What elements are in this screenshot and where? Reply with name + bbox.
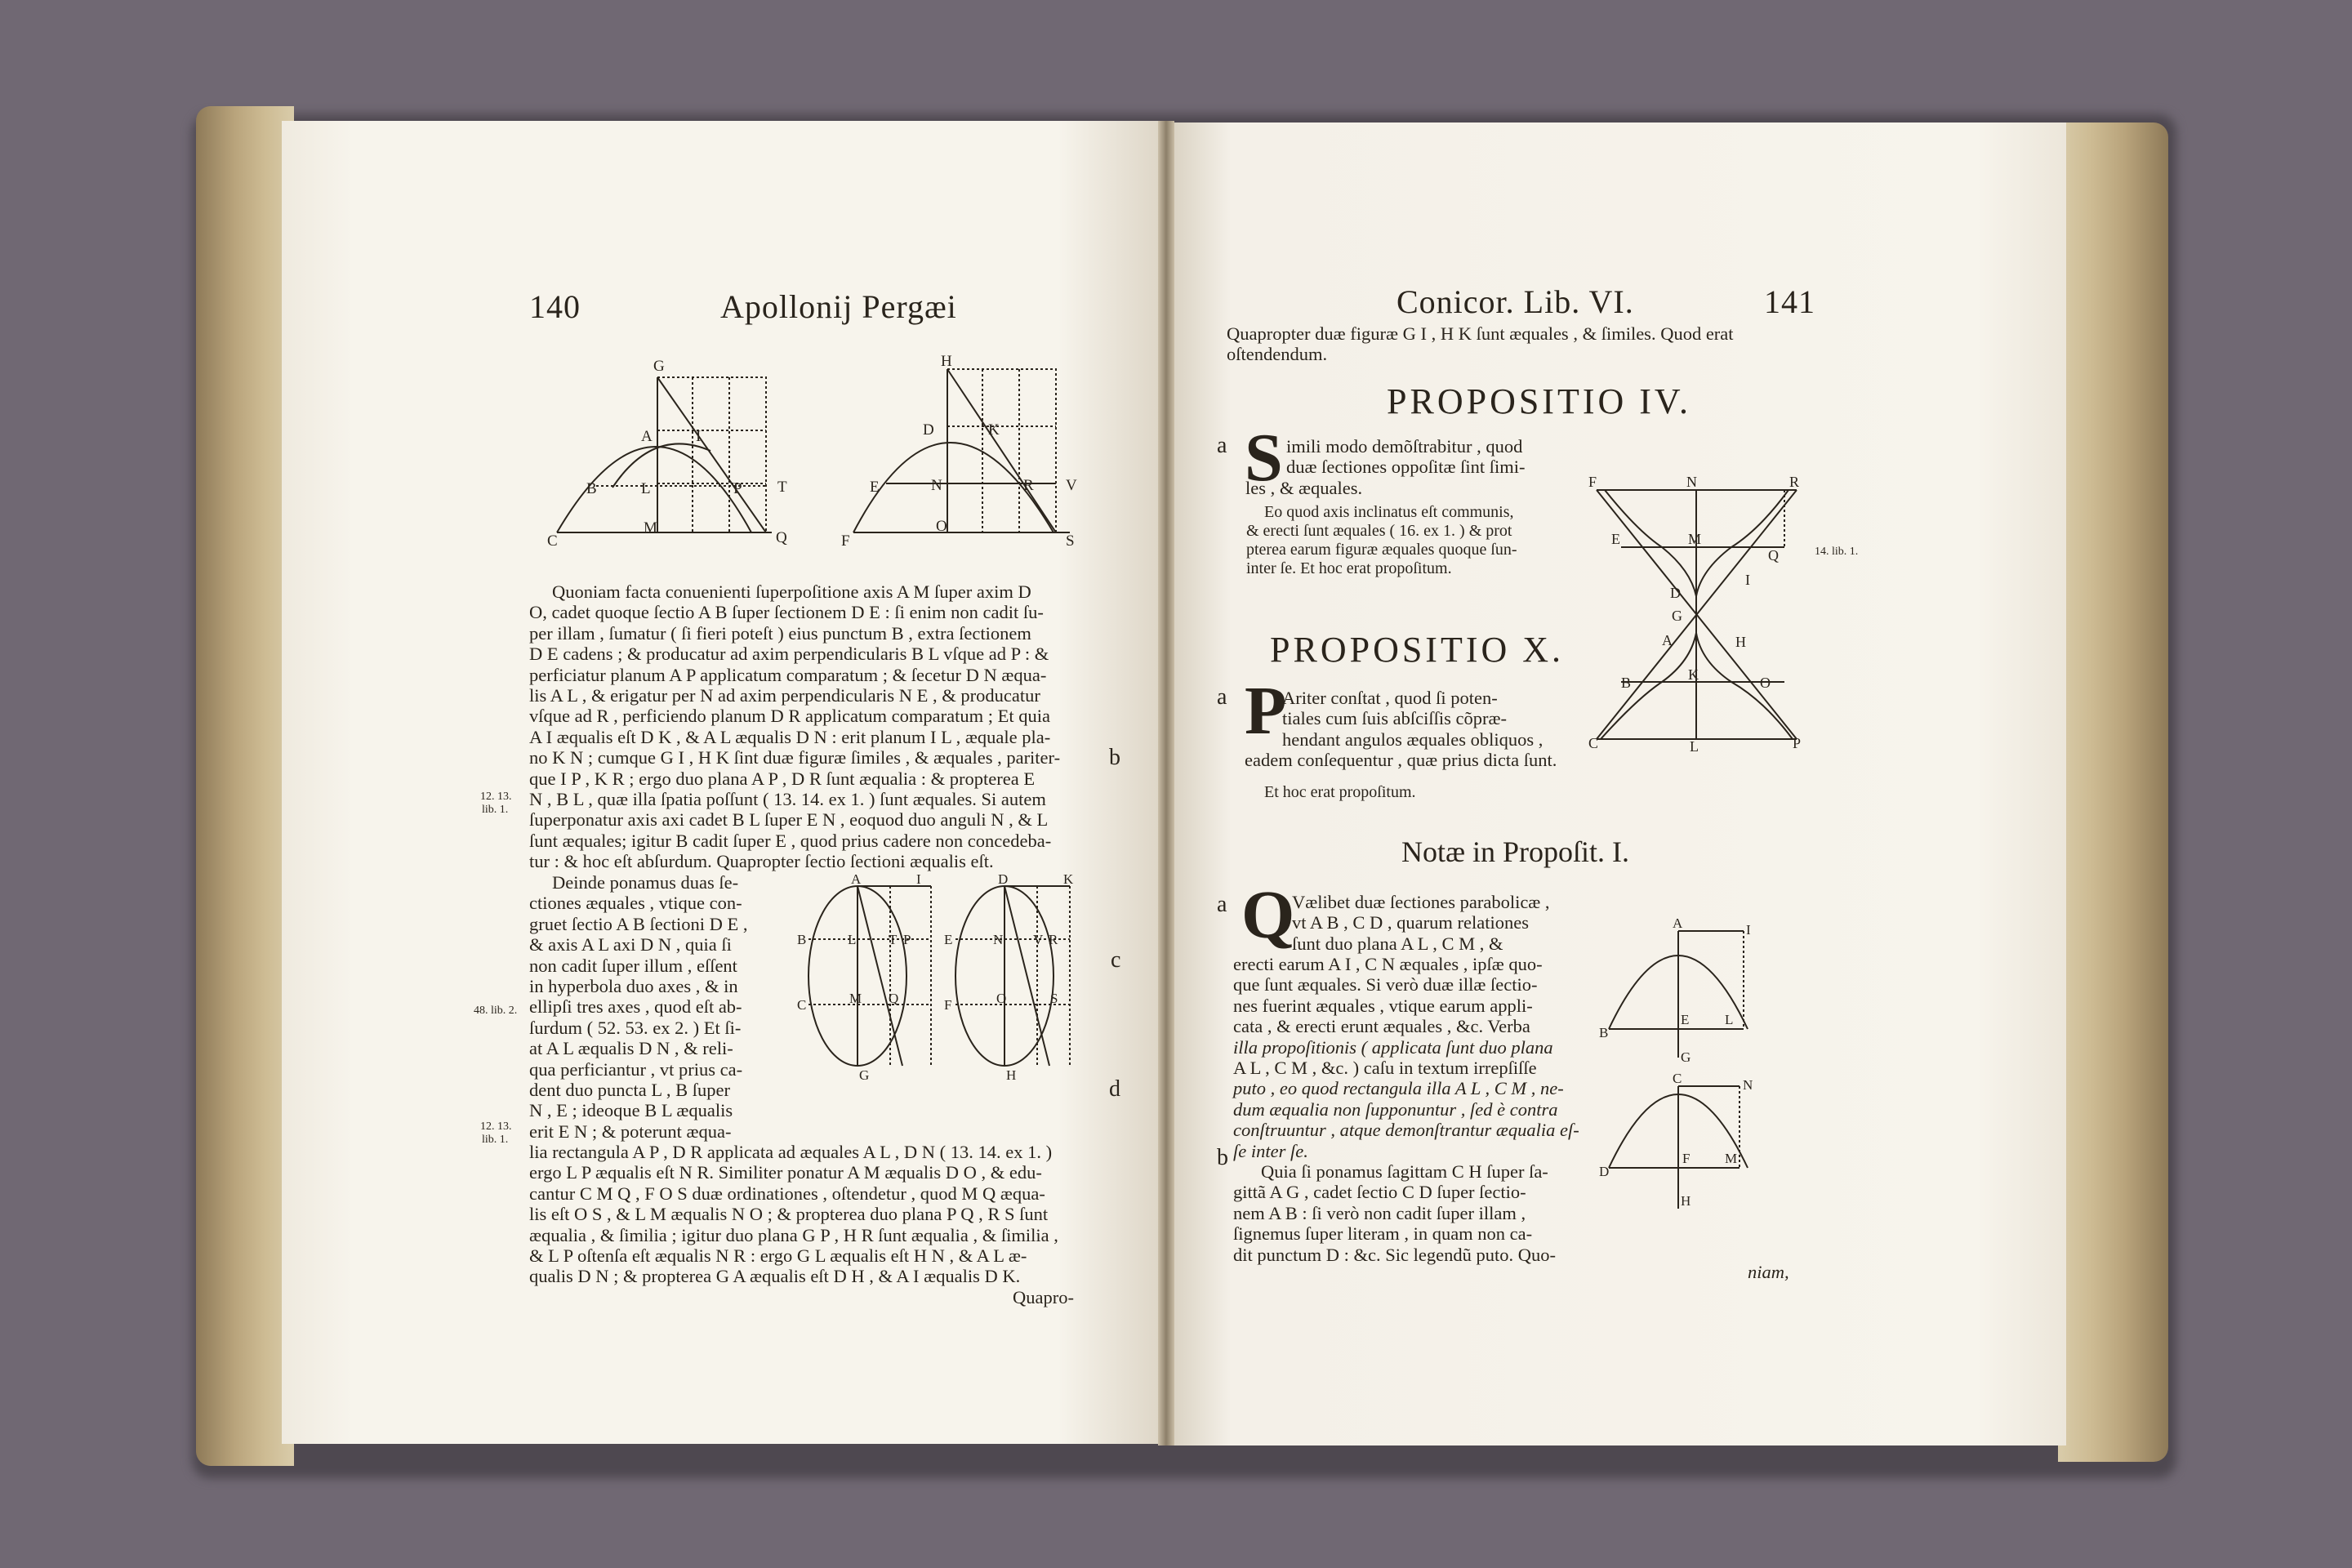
top-figures bbox=[547, 353, 1086, 549]
left-page-number: 140 bbox=[529, 288, 581, 325]
margin-letter: a bbox=[1217, 433, 1227, 458]
text-line: lia rectangula A P , D R applicata ad æquales A L , D N ( 13. 14. ex 1. ) bbox=[529, 1142, 1053, 1162]
fig3-label: M bbox=[849, 991, 862, 1006]
fig2-label: F bbox=[841, 532, 850, 550]
figure-2-labels bbox=[841, 353, 1077, 550]
text-line: Deinde ponamus duas ſe- bbox=[552, 872, 739, 893]
text-line: ſuperponatur axis axi cadet B L ſuper E N , eoquod duo anguli N , & L bbox=[529, 809, 1049, 831]
fig3-label: A bbox=[851, 871, 862, 887]
fig4-label: S bbox=[1050, 991, 1058, 1006]
text-line: duæ ſectiones oppoſitæ ſint ſimi- bbox=[1286, 457, 1526, 478]
hyp-label: F bbox=[1588, 474, 1597, 490]
text-line: tur : & hoc eſt abſurdum. Quapropter ſectio ſectioni æqualis eſt. bbox=[529, 851, 994, 872]
text-line: ergo L P æqualis eſt N R. Similiter ponatur A M æqualis D O , & edu- bbox=[529, 1162, 1042, 1183]
left-paragraph-3 bbox=[529, 1142, 1058, 1287]
text-line: oſtendendum. bbox=[1227, 344, 1328, 365]
text-line: gruet ſectio A B ſectioni D E , bbox=[529, 913, 748, 934]
margin-letter: a bbox=[1217, 684, 1227, 710]
margin-letter: d bbox=[1109, 1076, 1120, 1102]
text-line: nes fuerint æquales , vtique earum appli- bbox=[1233, 995, 1533, 1016]
drop-cap: S bbox=[1245, 420, 1283, 496]
text-line: Ariter conſtat , quod ſi poten- bbox=[1282, 688, 1498, 708]
fig4-label: H bbox=[1006, 1067, 1017, 1083]
text-line: qua perficiantur , vt prius ca- bbox=[529, 1058, 743, 1080]
margin-ref: 48. lib. 2. bbox=[474, 1004, 518, 1017]
fig2-label: E bbox=[870, 479, 880, 496]
margin-letter: b bbox=[1109, 745, 1120, 770]
parabola-figure-2 bbox=[853, 369, 1070, 532]
fig1-label: G bbox=[653, 358, 665, 375]
text-line: ſignemus ſuper literam , in quam non ca- bbox=[1233, 1223, 1533, 1245]
hyp-label: I bbox=[1745, 572, 1750, 588]
fig2-label: D bbox=[923, 421, 934, 439]
hyp-label: L bbox=[1690, 738, 1699, 755]
ellipse-figure-2 bbox=[956, 886, 1070, 1066]
fig3-label: T bbox=[889, 932, 898, 947]
drop-cap: Q bbox=[1241, 877, 1295, 953]
fig3-label: B bbox=[797, 932, 807, 947]
notes-b-text bbox=[1233, 1161, 1556, 1265]
text-line: in hyperbola duo axes , & in bbox=[529, 975, 738, 996]
text-line: æqualia , & ſimilia ; igitur duo plana G P , H R ſunt æqualia , & ſimilia , bbox=[529, 1224, 1058, 1245]
text-line: ſunt duo plana A L , C M , & bbox=[1292, 933, 1503, 954]
text-line: erecti earum A I , C N æquales , ipſæ quo- bbox=[1233, 954, 1543, 974]
margin-letter: c bbox=[1111, 947, 1121, 973]
text-line: N , E ; ideoque B L æqualis bbox=[529, 1100, 733, 1121]
book-gutter bbox=[1158, 121, 1174, 1446]
drop-cap: P bbox=[1245, 673, 1287, 749]
par1-label: G bbox=[1681, 1049, 1691, 1065]
margin-ref: 12. 13. bbox=[480, 791, 512, 803]
fig1-label: I bbox=[696, 428, 702, 445]
right-running-head: Conicor. Lib. VI. bbox=[1396, 283, 1634, 320]
right-page-edges bbox=[2058, 122, 2168, 1462]
par2-label: M bbox=[1725, 1151, 1738, 1166]
text-line: eadem conſequentur , quæ prius dicta ſunt. bbox=[1245, 750, 1557, 771]
proposition-10-rest: Et hoc erat propoſitum. bbox=[1264, 783, 1416, 801]
margin-letter: b bbox=[1217, 1145, 1228, 1170]
text-line: vſque ad R , perficiendo planum D R applicatum comparatum ; Et quia bbox=[529, 706, 1050, 727]
margin-ref: lib. 1. bbox=[482, 804, 509, 816]
fig2-label: R bbox=[1023, 477, 1034, 494]
hyp-label: O bbox=[1760, 675, 1771, 691]
par2-label: D bbox=[1599, 1164, 1610, 1179]
fig4-label: V bbox=[1033, 932, 1044, 947]
hyp-label: G bbox=[1672, 608, 1682, 624]
hyp-label: E bbox=[1611, 531, 1620, 547]
text-line: dent duo puncta L , B ſuper bbox=[529, 1079, 730, 1100]
hyp-label: R bbox=[1789, 474, 1800, 490]
text-line: gittã A G , cadet ſectio C D ſuper ſectio- bbox=[1233, 1182, 1526, 1203]
hyp-label: P bbox=[1793, 735, 1802, 751]
text-line: que I P , K R ; ergo duo plana A P , D R ſunt æqualia : & propterea E bbox=[529, 768, 1036, 789]
fig4-label: F bbox=[944, 997, 952, 1013]
text-line: at A L æqualis D N , & reli- bbox=[529, 1038, 733, 1059]
text-line: vt A B , C D , quarum relationes bbox=[1292, 912, 1529, 933]
fig4-label: N bbox=[993, 932, 1004, 947]
fig4-label: E bbox=[944, 932, 953, 947]
text-line: D E cadens ; & producatur ad axim perpendicularis B L vſque ad P : & bbox=[529, 644, 1049, 665]
fig4-label: K bbox=[1063, 871, 1074, 887]
fig3-label: P bbox=[903, 932, 911, 947]
fig3-label: L bbox=[848, 932, 857, 947]
text-line: & axis A L axi D N , quia ſi bbox=[529, 934, 732, 956]
fig2-label: O bbox=[936, 518, 947, 535]
text-line: Quoniam facta conuenienti ſuperpoſitione axis A M ſuper axim D bbox=[552, 581, 1031, 602]
hyp-label: D bbox=[1670, 585, 1681, 601]
fig1-label: C bbox=[547, 532, 558, 550]
text-line: N , B L , quæ illa ſpatia poſſunt ( 13. 14. ex 1. ) ſunt æquales. Si autem bbox=[529, 788, 1046, 809]
text-line: non cadit ſuper illum , eſſent bbox=[529, 955, 737, 976]
text-line: lis A L , & erigatur per N ad axim perpendicularis N E , & producatur bbox=[529, 684, 1040, 706]
ellipse-figures bbox=[797, 871, 1078, 1086]
proposition-10-text bbox=[1245, 688, 1557, 771]
proposition-4-text bbox=[1245, 436, 1526, 498]
left-paragraph-1 bbox=[529, 581, 1060, 871]
left-catchword: Quapro- bbox=[1013, 1287, 1074, 1307]
text-line: imili modo demõſtrabitur , quod bbox=[1286, 436, 1523, 457]
text-line: tiales cum ſuis abſciſſis cõpræ- bbox=[1282, 708, 1507, 729]
text-line: ſunt æquales; igitur B cadit ſuper E , quod prius cadere non concedeba- bbox=[529, 830, 1052, 851]
hyp-label: K bbox=[1688, 666, 1699, 683]
fig1-label: Q bbox=[776, 529, 787, 546]
text-line: Eo quod axis inclinatus eſt communis, bbox=[1264, 503, 1514, 521]
fig2-label: N bbox=[931, 477, 942, 494]
fig2-label: K bbox=[988, 421, 1000, 439]
text-line: les , & æquales. bbox=[1245, 477, 1363, 498]
par1-label: A bbox=[1673, 915, 1683, 931]
margin-ref: 12. 13. bbox=[480, 1120, 512, 1133]
right-catchword: niam, bbox=[1748, 1262, 1789, 1282]
text-line: conſtruuntur , atque demonſtrantur æqualia eſ- bbox=[1233, 1120, 1579, 1141]
text-line: lis eſt O S , & L M æqualis N O ; & propterea duo plana P Q , R S ſunt bbox=[529, 1204, 1049, 1225]
par1-label: B bbox=[1599, 1025, 1609, 1040]
margin-ref: 14. lib. 1. bbox=[1815, 546, 1859, 558]
text-line: ellipſi tres axes , quod eſt ab- bbox=[529, 996, 742, 1018]
fig4-label: R bbox=[1049, 932, 1058, 947]
par1-label: I bbox=[1746, 922, 1751, 938]
fig2-label: S bbox=[1066, 532, 1075, 550]
fig3-label: G bbox=[859, 1067, 870, 1083]
notes-parabola-figures bbox=[1601, 915, 1764, 1225]
fig4-label: D bbox=[998, 871, 1009, 887]
hyp-label: B bbox=[1621, 675, 1632, 691]
text-line: dit punctum D : &c. Sic legendũ puto. Quo- bbox=[1233, 1244, 1556, 1265]
fig1-label: L bbox=[641, 480, 651, 497]
par1-label: L bbox=[1725, 1012, 1734, 1027]
left-running-head: Apollonij Pergæi bbox=[720, 288, 957, 325]
fig1-label: P bbox=[733, 480, 742, 497]
text-line: nem A B : ſi verò non cadit ſuper illam , bbox=[1233, 1202, 1526, 1223]
hyp-label: C bbox=[1588, 735, 1599, 751]
fig1-label: B bbox=[586, 480, 597, 497]
fig2-label: H bbox=[941, 353, 952, 370]
fig3-label: Q bbox=[889, 991, 899, 1006]
text-line: perficiatur planum A P applicatum comparatum ; & ſecetur D N æqua- bbox=[529, 664, 1047, 685]
par2-label: F bbox=[1682, 1151, 1690, 1166]
notes-title: Notæ in Propoſit. I. bbox=[1401, 835, 1630, 868]
margin-letter: a bbox=[1217, 892, 1227, 917]
text-line: hendant angulos æquales obliquos , bbox=[1282, 728, 1544, 750]
proposition-10-title: PROPOSITIO X. bbox=[1270, 630, 1565, 670]
margin-ref: lib. 1. bbox=[482, 1134, 509, 1146]
text-line: per illam , ſumatur ( ſi fieri poteſt ) eius punctum B , extra ſectionem bbox=[529, 622, 1031, 644]
fig1-label: A bbox=[641, 428, 653, 445]
text-line: cantur C M Q , F O S duæ ordinationes , oſtendetur , quod M Q æqua- bbox=[529, 1183, 1045, 1204]
text-line: O, cadet quoque ſectio A B ſuper ſectionem D E : ſi enim non cadit ſu- bbox=[529, 602, 1044, 623]
hyp-label: H bbox=[1735, 634, 1746, 650]
hyperbola-figure bbox=[1588, 474, 1825, 755]
text-line: & erecti ſunt æquales ( 16. ex 1. ) & prot bbox=[1246, 522, 1512, 540]
notes-rest bbox=[1233, 954, 1579, 1161]
text-line: ſurdum ( 52. 53. ex 2. ) Et ſi- bbox=[529, 1017, 742, 1038]
ellipse-figure-1 bbox=[808, 886, 931, 1066]
par2-label: H bbox=[1681, 1193, 1691, 1209]
text-line: que ſunt æquales. Si verò duæ illæ ſectio- bbox=[1233, 974, 1538, 996]
fig1-label: T bbox=[777, 479, 787, 496]
text-line: Vælibet duæ ſectiones parabolicæ , bbox=[1292, 892, 1550, 912]
text-line: dum æqualia non ſupponuntur , ſed è contra bbox=[1233, 1098, 1558, 1120]
fig3-label: I bbox=[916, 871, 921, 887]
fig4-label: O bbox=[996, 991, 1007, 1006]
text-line: Quapropter duæ figuræ G I , H K ſunt æquales , & ſimiles. Quod erat bbox=[1227, 323, 1734, 344]
text-line: A I æqualis eſt D K , & A L æqualis D N : erit planum I L , æquale pla- bbox=[529, 726, 1051, 747]
text-line: ſe inter ſe. bbox=[1233, 1140, 1308, 1161]
par2-label: N bbox=[1743, 1077, 1753, 1093]
hyp-label: M bbox=[1688, 531, 1702, 547]
hyp-label: Q bbox=[1768, 547, 1779, 564]
right-intro bbox=[1227, 323, 1734, 365]
fig1-label: M bbox=[644, 519, 657, 537]
hyp-label: N bbox=[1686, 474, 1697, 490]
fig3-label: C bbox=[797, 997, 807, 1013]
par2-label: C bbox=[1673, 1071, 1682, 1086]
par1-label: E bbox=[1681, 1012, 1690, 1027]
text-line: puto , eo quod rectangula illa A L , C M , ne- bbox=[1233, 1078, 1564, 1099]
proposition-4-title: PROPOSITIO IV. bbox=[1387, 381, 1692, 421]
text-line: inter ſe. Et hoc erat propoſitum. bbox=[1246, 559, 1452, 577]
fig2-label: V bbox=[1066, 477, 1077, 494]
text-line: illa propoſitionis ( applicata ſunt duo plana bbox=[1233, 1036, 1553, 1058]
right-page-number: 141 bbox=[1764, 283, 1815, 320]
text-line: erit E N ; & poterunt æqua- bbox=[529, 1120, 732, 1142]
figure-1-labels bbox=[547, 358, 787, 550]
text-line: cata , & erecti erunt æquales , &c. Verba bbox=[1233, 1016, 1530, 1037]
text-line: no K N ; cumque G I , H K ſint duæ figuræ ſimiles , & æquales , pariter- bbox=[529, 747, 1061, 768]
hyp-label: A bbox=[1662, 632, 1673, 648]
proposition-4-rest bbox=[1246, 503, 1517, 578]
left-page-edges bbox=[196, 106, 294, 1466]
text-line: A L , C M , &c. ) caſu in textum irrepſiſſe bbox=[1233, 1057, 1537, 1078]
text-line: Quia ſi ponamus ſagittam C H ſuper ſa- bbox=[1261, 1161, 1548, 1182]
text-line: & L P oſtenſa eſt æqualis N R : ergo G L æqualis eſt H N , & A L æ- bbox=[529, 1245, 1027, 1266]
text-line: qualis D N ; & propterea G A æqualis eſt D H , & A I æqualis D K. bbox=[529, 1266, 1021, 1287]
parabola-figure-1 bbox=[557, 377, 772, 532]
notes-text bbox=[1292, 892, 1550, 954]
text-line: ctiones æquales , vtique con- bbox=[529, 893, 742, 914]
left-paragraph-2 bbox=[529, 872, 747, 1142]
text-line: pterea earum figuræ æquales quoque ſun- bbox=[1246, 541, 1517, 559]
